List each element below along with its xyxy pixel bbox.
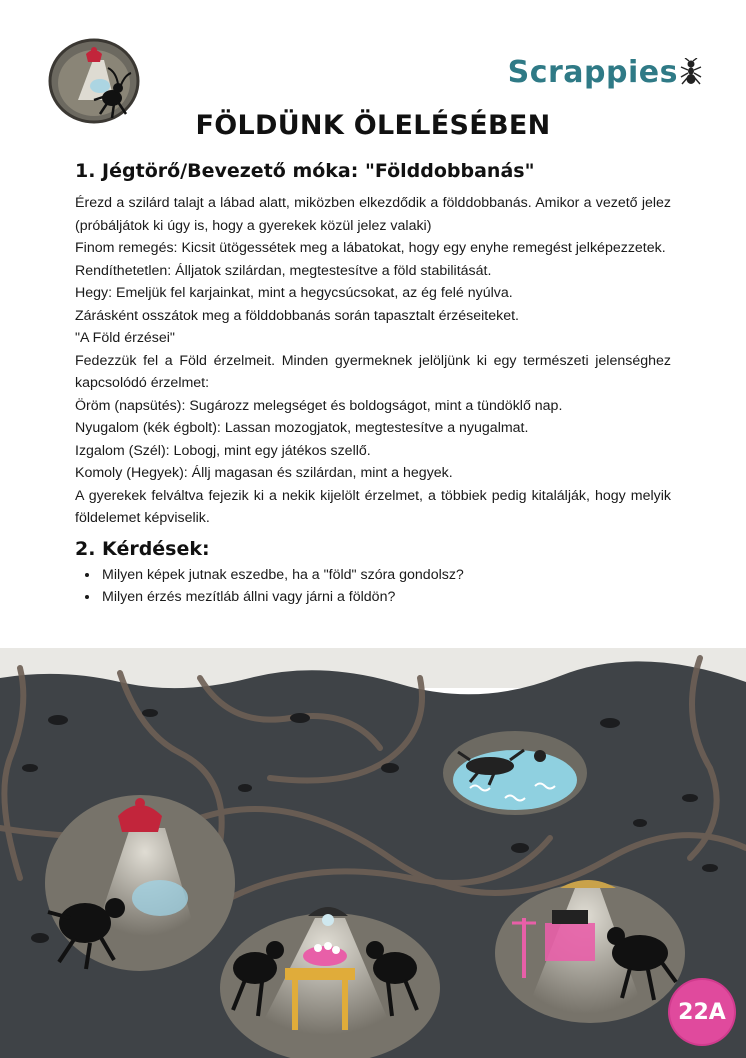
paragraph: Rendíthetetlen: Álljatok szilárdan, megtestesítve a föld stabilitását. — [75, 262, 492, 279]
paragraph: Fedezzük fel a Föld érzelmeit. Minden gyermeknek jelöljünk ki egy természeti jelenséghez kapcsolódó érzelmet: — [75, 352, 671, 391]
paragraph: Izgalom (Szél): Lobogj, mint egy játékos szellő. — [75, 442, 371, 459]
ant-icon — [680, 58, 702, 86]
question-list — [75, 564, 671, 609]
paragraph: Hegy: Emeljük fel karjainkat, mint a hegycsúcsokat, az ég felé nyúlva. — [75, 285, 513, 301]
logo-text: Scrappies — [507, 54, 678, 90]
page-title: FÖLDÜNK ÖLELÉSÉBEN — [195, 110, 551, 141]
paragraph: A gyerekek felváltva fejezik ki a nekik kijelölt érzelmet, a többiek pedig kitalálják, hogy melyik földelemet képviselik. — [75, 487, 671, 526]
section1-heading: 1. Jégtörő/Bevezető móka: "Földdobbanás" — [75, 160, 535, 182]
paragraph: Érezd a szilárd talajt a lábad alatt, miközben elkezdődik a földdobbanás. Amikor a vezető jelez (próbáljátok ki úgy is, hogy a gyerekek közül jelez valaki) — [75, 195, 671, 234]
paragraph: Zárásként osszátok meg a földdobbanás során tapasztalt érzéseiteket. — [75, 307, 520, 324]
main-content — [75, 160, 671, 609]
scrappies-logo — [508, 54, 702, 90]
paragraph: "A Föld érzései" — [75, 330, 175, 346]
paragraph: Finom remegés: Kicsit ütögessétek meg a lábatokat, hogy egy enyhe remegést jelképezzetek. — [75, 240, 666, 256]
page-number-badge: 22A — [670, 980, 734, 1044]
paragraph: Öröm (napsütés): Sugározz melegséget és boldogságot, mint a tündöklő nap. — [75, 397, 563, 414]
paragraph: Komoly (Hegyek): Állj magasan és szilárdan, mint a hegyek. — [75, 465, 453, 481]
section2-heading: 2. Kérdések: — [75, 537, 210, 560]
question-item: • Milyen érzés mezítláb állni vagy járni a földön? — [100, 586, 671, 609]
underground-burrow-illustration — [0, 648, 746, 1058]
paragraph: Nyugalom (kék égbolt): Lassan mozogjatok, megtestesítve a nyugalmat. — [75, 420, 529, 436]
question-item: • Milyen képek jutnak eszedbe, ha a "föld" szóra gondolsz? — [100, 564, 671, 587]
